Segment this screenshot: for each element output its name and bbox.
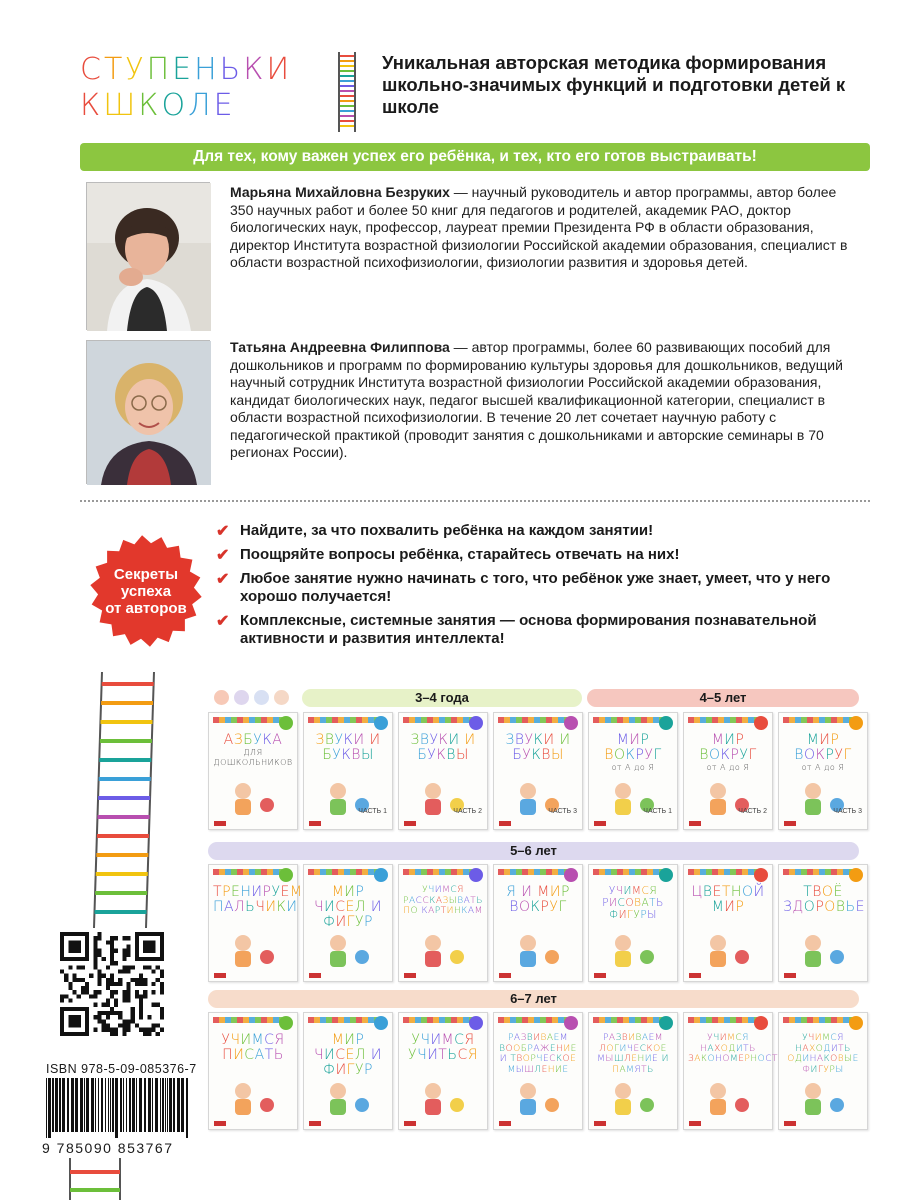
book-illustration xyxy=(698,1077,760,1117)
book-title: МИР ВОКРУГ от А до Я xyxy=(688,733,768,773)
books-row-2 xyxy=(208,864,868,982)
ladder-rung xyxy=(95,891,147,895)
book-illustration xyxy=(698,929,760,969)
book-cover xyxy=(398,864,488,982)
books-row-3 xyxy=(208,1012,868,1130)
ladder-rung xyxy=(95,910,147,914)
tips-list xyxy=(216,522,876,654)
author-bio-1 xyxy=(230,184,850,272)
book-cover xyxy=(778,712,868,830)
tagline-text: Для тех, кому важен успех его ребёнка, и тех, кто его готов выстраивать! xyxy=(193,148,757,165)
publisher-logo xyxy=(404,973,416,978)
book-part-label: ЧАСТЬ 3 xyxy=(548,808,577,815)
publisher-logo xyxy=(309,973,321,978)
author-name: Марьяна Михайловна Безруких xyxy=(230,184,450,200)
publisher-logo xyxy=(689,821,701,826)
publisher-logo xyxy=(309,821,321,826)
publisher-logo xyxy=(404,821,416,826)
book-illustration xyxy=(793,929,855,969)
book-part-label: ЧАСТЬ 2 xyxy=(738,808,767,815)
book-cover xyxy=(588,1012,678,1130)
age-group-6-7: 6–7 лет xyxy=(208,990,859,1008)
ladder-rung xyxy=(102,682,154,686)
book-illustration xyxy=(318,1077,380,1117)
book-illustration xyxy=(318,929,380,969)
book-part-label: ЧАСТЬ 2 xyxy=(453,808,482,815)
book-illustration xyxy=(223,929,285,969)
publisher-logo xyxy=(689,973,701,978)
book-subtitle: ДЛЯ ДОШКОЛЬНИКОВ xyxy=(213,748,293,767)
age-group-5-6: 5–6 лет xyxy=(208,842,859,860)
ladder-rung xyxy=(99,758,151,762)
isbn-text: ISBN 978-5-09-085376-7 xyxy=(46,1062,197,1076)
book-part-label: ЧАСТЬ 1 xyxy=(358,808,387,815)
check-icon: ✔ xyxy=(216,523,230,540)
book-title: РАЗВИВАЕМ ВООБРАЖЕНИЕ И ТВОРЧЕСКОЕ МЫШЛЕНИЕ xyxy=(499,1033,577,1075)
book-title: ЗВУКИ И БУКВЫ xyxy=(410,732,476,763)
series-logo xyxy=(80,52,360,132)
ladder-rung xyxy=(96,872,148,876)
ladder-bottom-icon xyxy=(62,1158,132,1200)
book-illustration xyxy=(223,777,285,817)
tip-item: ✔ Поощряйте вопросы ребёнка, старайтесь отвечать на них! xyxy=(216,546,680,564)
book-title: РАЗВИВАЕМ ЛОГИЧЕСКОЕ МЫШЛЕНИЕ И ПАМЯТЬ xyxy=(597,1033,669,1075)
publisher-logo xyxy=(784,973,796,978)
publisher-logo xyxy=(499,973,511,978)
qr-code xyxy=(60,932,164,1036)
book-illustration xyxy=(223,1077,285,1117)
publisher-logo xyxy=(499,1121,511,1126)
publisher-logo xyxy=(594,973,606,978)
book-title: УЧИМСЯ УЧИТЬСЯ xyxy=(408,1032,478,1063)
book-cover xyxy=(208,864,303,982)
book-title: ТРЕНИРУЕМ ПАЛЬЧИКИ xyxy=(213,884,303,915)
book-cover xyxy=(303,864,393,982)
tip-item: ✔ Найдите, за что похвалить ребёнка на каждом занятии! xyxy=(216,522,654,540)
decor-dots xyxy=(214,690,298,706)
publisher-logo xyxy=(214,973,226,978)
author-bio-text: — автор программы, более 60 развивающих пособий для дошкольников и программ по формированию культуры здоровья для дошкольников, ведущий научный сотрудник Института возрастной физиологии Российской академии образования, кандидат биологических наук, педагог высшей квалификационной категории, специалист в области возрастной психофизиологии. В течение 20 лет сочетает научную работу с педагогической практикой (проводит занятия с дошкольниками и авторские семинары в 70 регионах России). xyxy=(230,339,843,460)
book-illustration xyxy=(508,929,570,969)
book-title: МИР ЧИСЕЛ И ФИГУР xyxy=(314,884,382,930)
book-cover xyxy=(683,712,773,830)
age-group-4-5: 4–5 лет xyxy=(587,689,859,707)
check-icon: ✔ xyxy=(216,613,230,630)
ladder-rung xyxy=(100,739,152,743)
publisher-logo xyxy=(309,1121,321,1126)
book-title: УЧИМСЯ РАССКАЗЫВАТЬ ПО КАРТИНКАМ xyxy=(403,885,483,916)
book-cover xyxy=(398,1012,488,1130)
ladder-rung xyxy=(98,796,150,800)
book-title: МИР ВОКРУГ от А до Я xyxy=(783,733,863,773)
tip-item: ✔ Комплексные, системные занятия — основа формирования познавательной активности и развития интеллекта! xyxy=(216,612,817,647)
age-group-3-4: 3–4 года xyxy=(302,689,582,707)
book-part-label: ЧАСТЬ 3 xyxy=(833,808,862,815)
publisher-logo xyxy=(404,1121,416,1126)
book-illustration xyxy=(603,929,665,969)
ladder-rung xyxy=(101,720,153,724)
ladder-icon xyxy=(92,672,162,928)
book-subtitle: от А до Я xyxy=(801,763,845,772)
book-subtitle: от А до Я xyxy=(611,763,655,772)
book-title: ЦВЕТНОЙ МИР xyxy=(691,884,765,915)
tip-item: ✔ Любое занятие нужно начинать с того, что ребёнок уже знает, умеет, что у него хорошо получается! xyxy=(216,570,831,605)
book-illustration xyxy=(413,1077,475,1117)
book-title: ЗВУКИ И БУКВЫ xyxy=(315,732,381,763)
ladder-rung xyxy=(101,701,153,705)
book-cover xyxy=(683,1012,779,1130)
book-cover xyxy=(208,712,298,830)
tagline-banner xyxy=(80,143,870,171)
author-photo-bezrukikh xyxy=(86,182,210,330)
publisher-logo xyxy=(499,821,511,826)
book-cover xyxy=(303,712,393,830)
secrets-badge xyxy=(90,535,202,647)
badge-line-2: успеха xyxy=(120,582,172,600)
logo-line-1: СТУПЕНЬКИ xyxy=(80,52,293,87)
check-icon: ✔ xyxy=(216,571,230,588)
book-title: УЧИМСЯ НАХОДИТЬ ЗАКОНОМЕРНОСТ xyxy=(688,1033,779,1064)
publisher-logo xyxy=(214,821,226,826)
book-illustration xyxy=(793,1077,855,1117)
section-divider xyxy=(80,500,870,502)
badge-line-3: от авторов xyxy=(105,599,187,617)
book-title: МИР ЧИСЕЛ И ФИГУР xyxy=(314,1032,382,1078)
barcode xyxy=(44,1078,192,1138)
book-title: УЧИМСЯ ПИСАТЬ xyxy=(221,1032,285,1063)
badge-line-1: Секреты xyxy=(113,565,179,583)
author-bio-2 xyxy=(230,339,850,462)
book-cover xyxy=(588,712,678,830)
logo-ladder-icon xyxy=(338,52,356,132)
book-cover xyxy=(493,864,583,982)
author-photo-filippova xyxy=(86,340,210,484)
book-title: УЧИМСЯ НАХОДИТЬ ОДИНАКОВЫЕ ФИГУРЫ xyxy=(787,1033,859,1075)
publisher-logo xyxy=(214,1121,226,1126)
book-cover xyxy=(493,712,583,830)
check-icon: ✔ xyxy=(216,547,230,564)
publisher-logo xyxy=(784,1121,796,1126)
logo-line-2: КШКОЛЕ xyxy=(80,88,236,123)
publisher-logo xyxy=(689,1121,701,1126)
publisher-logo xyxy=(784,821,796,826)
book-part-label: ЧАСТЬ 1 xyxy=(643,808,672,815)
book-title: УЧИМСЯ РИСОВАТЬ ФИГУРЫ xyxy=(602,885,664,921)
book-title: МИР ВОКРУГ от А до Я xyxy=(593,733,673,773)
book-title: АЗБУКА ДЛЯ ДОШКОЛЬНИКОВ xyxy=(213,732,293,767)
book-cover xyxy=(683,864,773,982)
book-cover xyxy=(778,1012,868,1130)
publisher-logo xyxy=(594,821,606,826)
book-illustration xyxy=(603,1077,665,1117)
author-name: Татьяна Андреевна Филиппова xyxy=(230,339,450,355)
book-illustration xyxy=(508,1077,570,1117)
author-bio-text: — научный руководитель и автор программы, автор более 350 научных работ и более 50 книг для педагогов и родителей, академик РАО, доктор биологических наук, профессор, лауреат премии Президента РФ в области образования, директор Института возрастной физиологии Российской академии образования, специалист в области возрастной психофизиологии, физиологии развития и здоровья детей. xyxy=(230,184,848,270)
book-cover xyxy=(303,1012,393,1130)
book-illustration xyxy=(413,929,475,969)
book-title: ТВОЁ ЗДОРОВЬЕ xyxy=(783,884,865,915)
book-cover xyxy=(778,864,868,982)
book-cover xyxy=(588,864,678,982)
books-row-1 xyxy=(208,712,868,830)
ladder-rung xyxy=(96,853,148,857)
book-cover xyxy=(398,712,488,830)
barcode-digits: 9 785090 853767 xyxy=(42,1140,174,1156)
book-cover xyxy=(208,1012,298,1130)
book-subtitle: от А до Я xyxy=(706,763,750,772)
book-title: Я И МИР ВОКРУГ xyxy=(506,884,570,915)
book-cover xyxy=(493,1012,583,1130)
ladder-rung xyxy=(98,815,150,819)
ladder-rung xyxy=(99,777,151,781)
book-title: ЗВУКИ И БУКВЫ xyxy=(505,732,571,763)
headline: Уникальная авторская методика формирования школьно-значимых функций и подготовки детей к школе xyxy=(382,52,846,117)
ladder-rung xyxy=(97,834,149,838)
publisher-logo xyxy=(594,1121,606,1126)
